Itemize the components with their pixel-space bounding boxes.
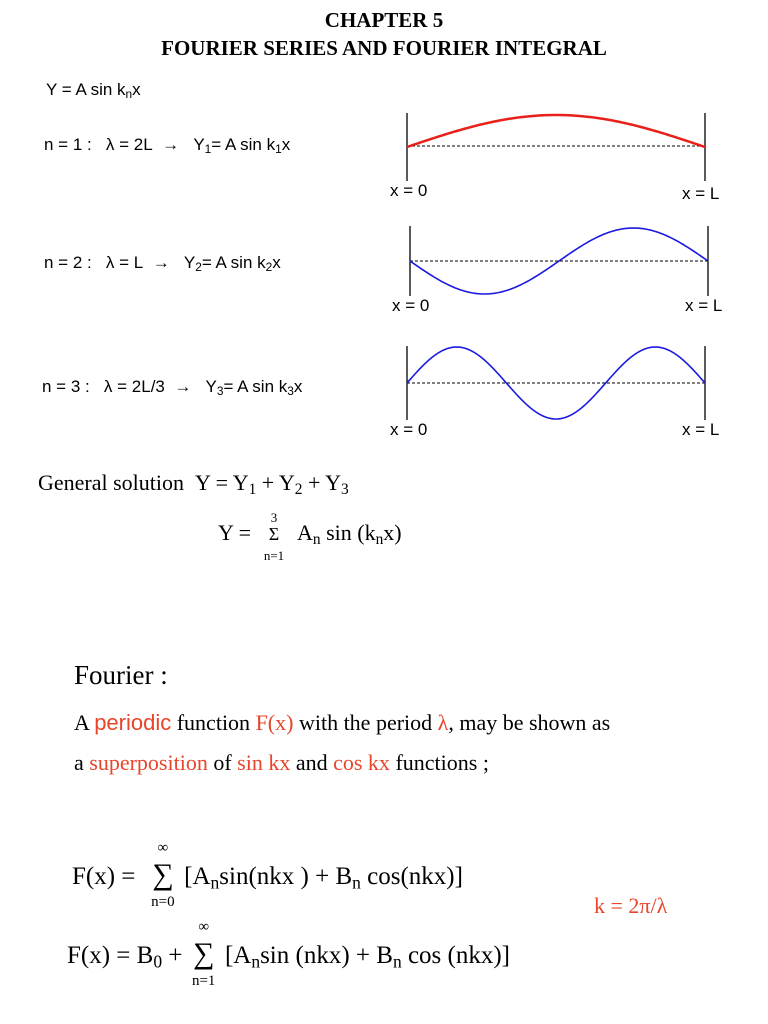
mode-2-equation: n = 2 : λ = L → $Y_2= A$ $\sin k_2x$ (44, 253, 281, 274)
summation-symbol: 3 Σ n=1 (263, 510, 285, 563)
arrow-icon: → (152, 253, 170, 272)
fourier-statement-line-2: a superposition of sin kx and cos kx functions ; (74, 750, 489, 775)
general-solution-sum: Y = 3 Σ n=1 $A_n$ $\sin (k_nx)$ (218, 510, 402, 563)
mode-2-wave-diagram (408, 226, 713, 296)
arrow-icon: → (162, 135, 180, 154)
mode-1-wave (407, 115, 705, 147)
mode-3-xL-label: x = L (682, 420, 720, 439)
mode-3-equation: n = 3 : λ = 2L/3 → $Y_3= A$ $\sin k_3x$ (42, 377, 303, 398)
mode-1-xL-label: x = L (682, 184, 720, 203)
standing-wave-equation: Y = A $\sin k_nx$ (46, 80, 141, 101)
mode-3-wave (407, 347, 705, 419)
mode-2-wave (410, 228, 708, 294)
fourier-series-equation-2: $F(x) = B_0$ + ∞ ∑ n=1 [$A_n\sin$ $(nkx) + B_n$ cos (nkx)] (67, 919, 510, 989)
chapter-heading: CHAPTER 5 (324, 8, 444, 32)
mode-3-wave-diagram (405, 346, 710, 420)
mode-1-wave-diagram (405, 113, 710, 181)
fourier-heading: Fourier : (74, 660, 168, 690)
summation-symbol: ∞ ∑ n=0 (151, 840, 175, 910)
mode-3-x0-label: x = 0 (390, 420, 428, 439)
fourier-series-equation-1: F(x) = ∞ ∑ n=0 [$A_n\sin(nkx$ ) + $B_n$ cos(nkx)] (72, 840, 463, 910)
mode-2-x0-label: x = 0 (392, 296, 430, 315)
k-definition: k = 2π/λ (594, 893, 668, 918)
general-solution: General solution $Y = Y_1 + Y_2 + Y_3$ (38, 470, 349, 498)
chapter-title: FOURIER SERIES AND FOURIER INTEGRAL (161, 36, 607, 60)
mode-1-x0-label: x = 0 (390, 181, 428, 200)
mode-1-equation: n = 1 : λ = 2L → $Y_1= A$ $\sin k_1x$ (44, 135, 291, 156)
arrow-icon: → (174, 377, 192, 396)
mode-2-xL-label: x = L (685, 296, 723, 315)
general-solution-label: General solution (38, 470, 185, 495)
fourier-statement-line-1: A periodic function F(x) with the period λ, may be shown as (74, 710, 611, 735)
summation-symbol: ∞ ∑ n=1 (191, 919, 216, 989)
